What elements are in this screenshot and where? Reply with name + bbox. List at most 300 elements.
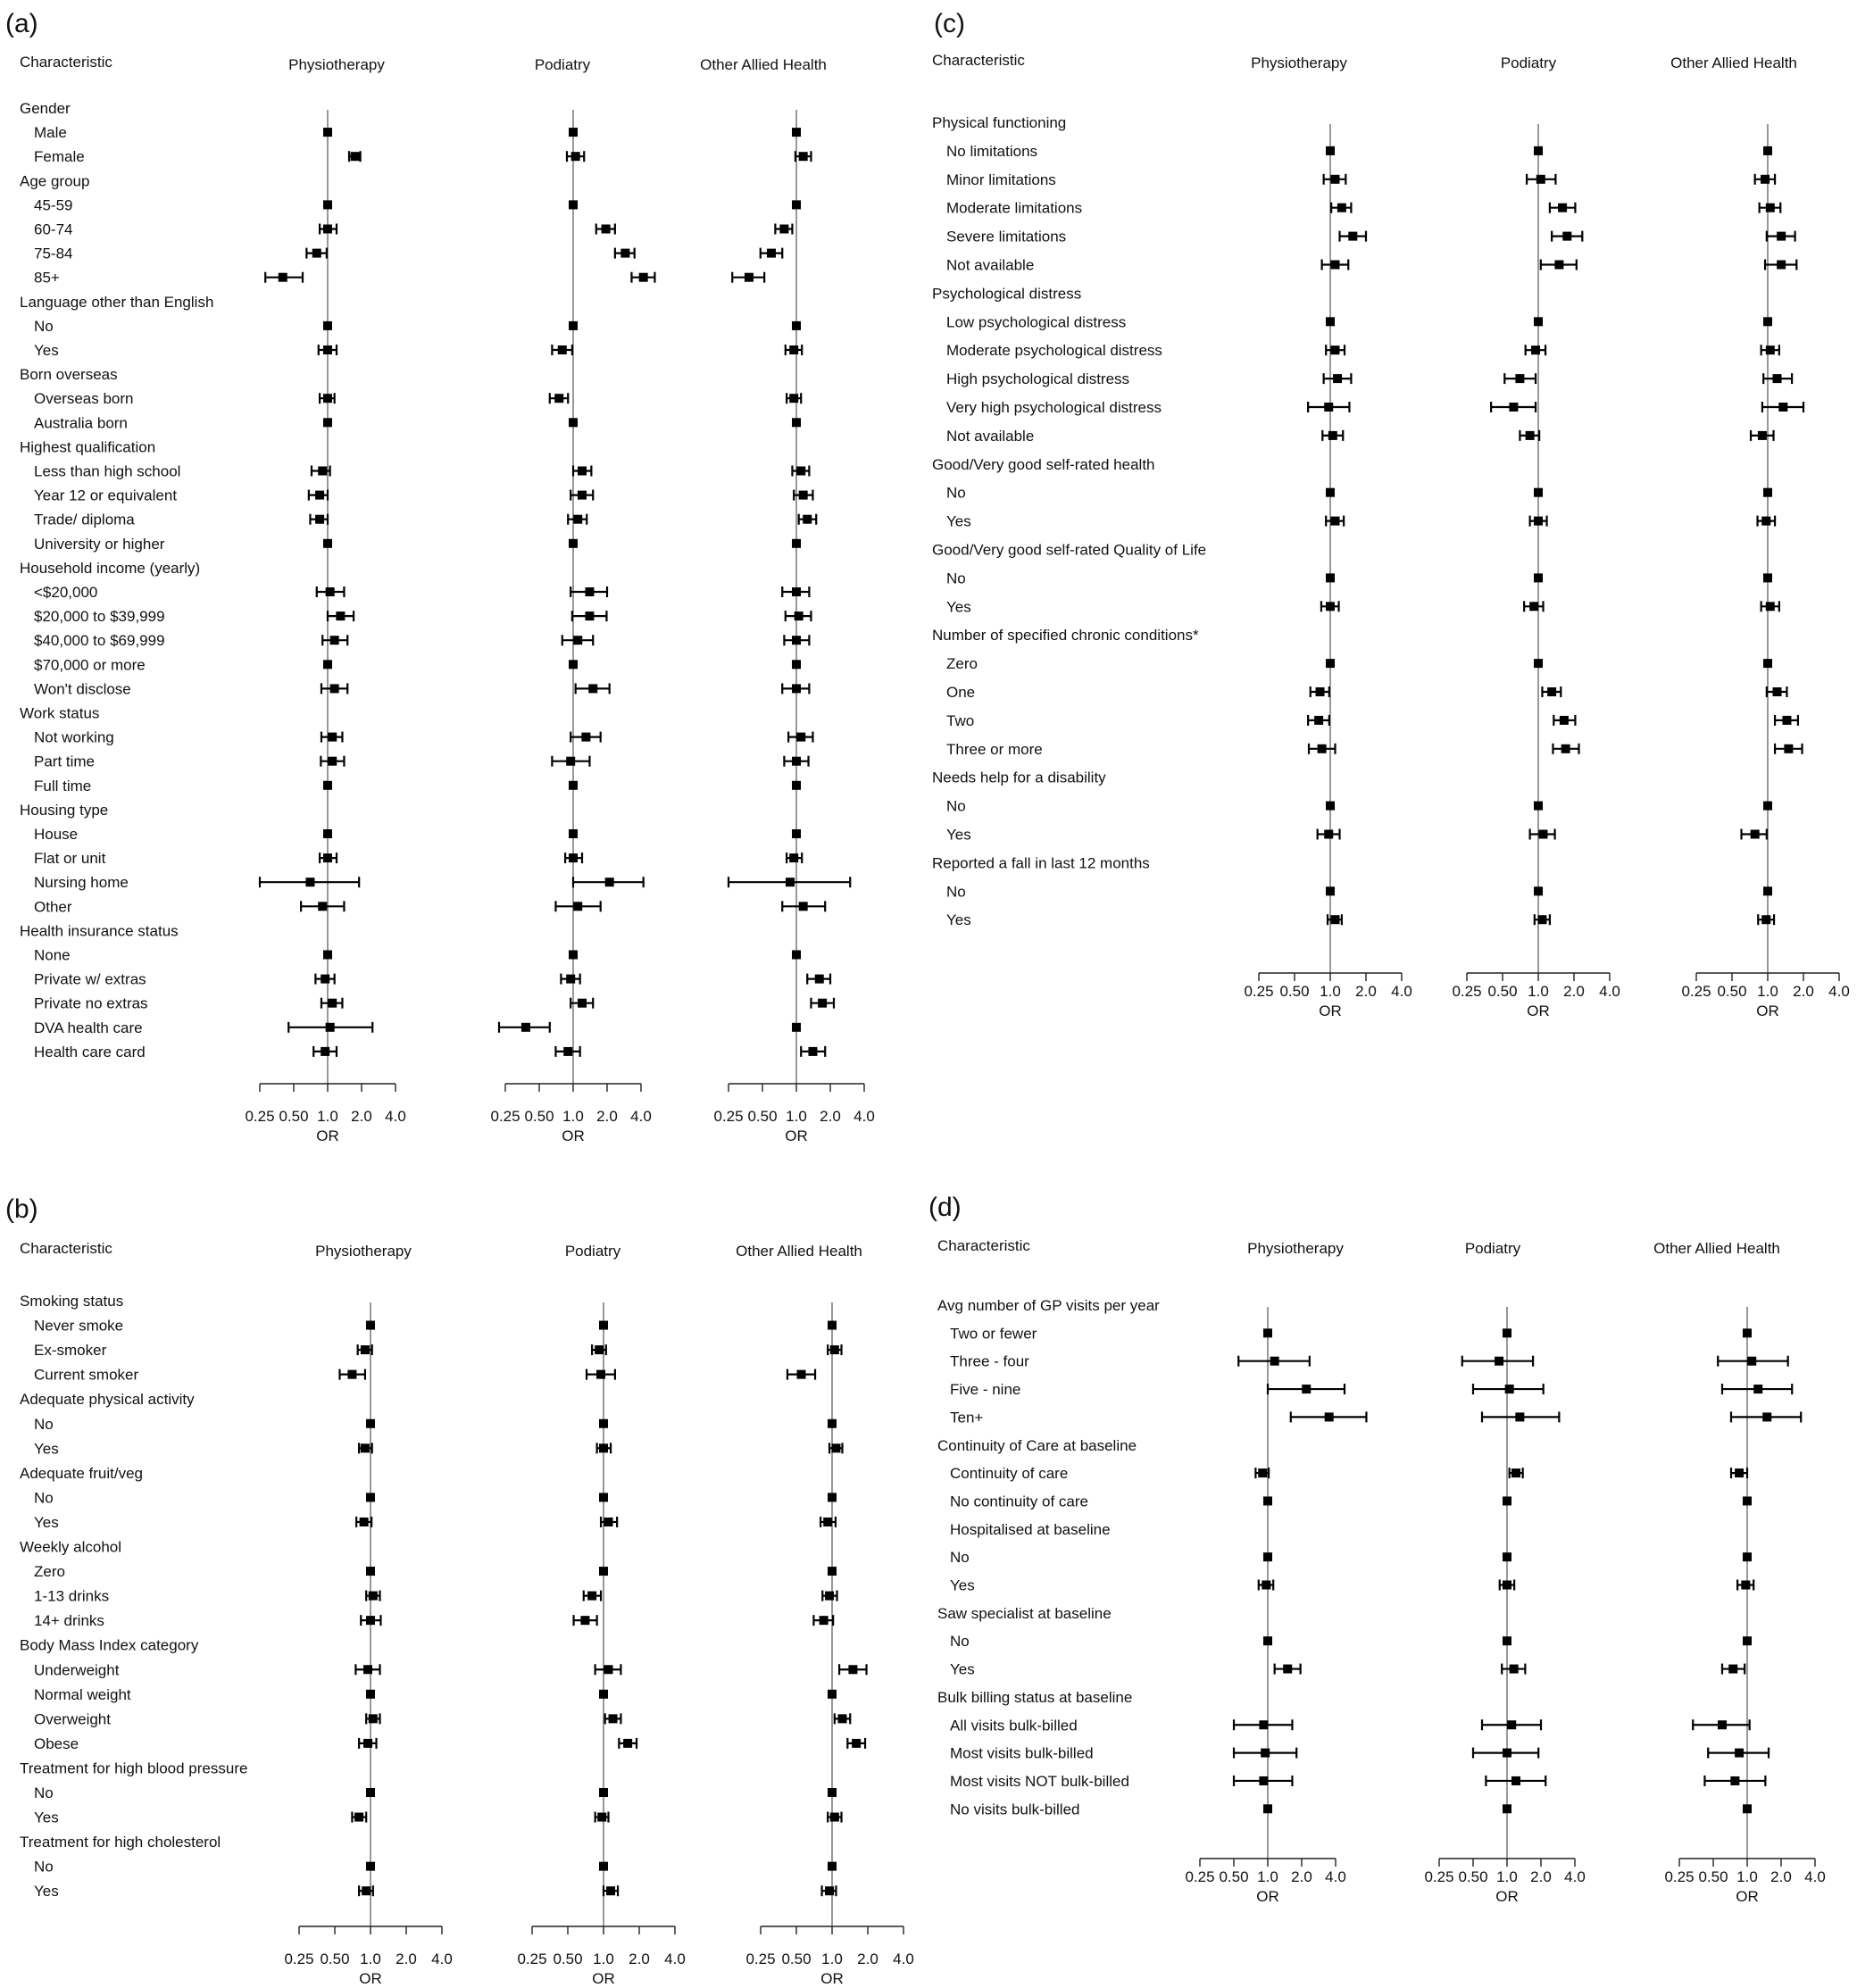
- point-estimate: [1761, 517, 1770, 526]
- point-estimate: [1261, 1749, 1270, 1758]
- row-label: Yes: [34, 1883, 59, 1901]
- point-estimate: [609, 1714, 618, 1723]
- group-label: Adequate fruit/veg: [20, 1464, 143, 1482]
- x-axis-label: OR: [1256, 1888, 1279, 1905]
- point-estimate: [1554, 261, 1563, 270]
- row-label: No: [34, 317, 54, 335]
- row-label: No limitations: [946, 142, 1038, 160]
- group-label: Adequate physical activity: [20, 1391, 195, 1409]
- row-label: Not working: [34, 728, 114, 746]
- point-estimate: [581, 733, 590, 742]
- row-label: No: [34, 1784, 54, 1801]
- point-estimate: [1782, 716, 1791, 725]
- point-estimate: [1314, 716, 1323, 725]
- row-label: 1-13 drinks: [34, 1587, 110, 1605]
- point-estimate: [604, 1665, 613, 1674]
- x-tick-label: 0.25: [1185, 1868, 1215, 1885]
- point-estimate: [792, 200, 801, 209]
- group-label: Household income (yearly): [20, 559, 201, 577]
- point-estimate: [563, 1047, 572, 1056]
- point-estimate: [366, 1567, 375, 1576]
- point-estimate: [588, 684, 597, 693]
- row-label: Moderate psychological distress: [946, 342, 1162, 360]
- point-estimate: [1510, 1665, 1519, 1674]
- point-estimate: [1766, 602, 1775, 611]
- point-estimate: [362, 1886, 371, 1895]
- point-estimate: [315, 515, 324, 524]
- point-estimate: [366, 1862, 375, 1871]
- group-label: Reported a fall in last 12 months: [932, 854, 1150, 872]
- point-estimate: [569, 200, 578, 209]
- x-tick-label: 2.0: [629, 1951, 650, 1967]
- panel-label-d: (d): [928, 1193, 962, 1222]
- point-estimate: [573, 636, 582, 645]
- row-label: Hospitalised at baseline: [950, 1520, 1111, 1538]
- point-estimate: [366, 1690, 375, 1699]
- point-estimate: [569, 781, 578, 790]
- group-label: Good/Very good self-rated Quality of Life: [932, 541, 1207, 559]
- x-tick-label: 0.50: [320, 1951, 350, 1967]
- point-estimate: [1784, 744, 1793, 753]
- point-estimate: [1318, 744, 1327, 753]
- point-estimate: [605, 878, 614, 886]
- point-estimate: [803, 515, 812, 524]
- point-estimate: [1751, 830, 1760, 839]
- row-label: Health care card: [34, 1043, 146, 1061]
- point-estimate: [323, 345, 332, 354]
- point-estimate: [521, 1023, 530, 1032]
- row-label: Continuity of care: [950, 1465, 1069, 1483]
- point-estimate: [1270, 1357, 1279, 1366]
- row-label: Female: [34, 148, 85, 166]
- point-estimate: [596, 1370, 605, 1379]
- point-estimate: [363, 1665, 372, 1674]
- point-estimate: [1511, 1776, 1520, 1785]
- x-tick-label: 2.0: [1563, 983, 1585, 1000]
- row-label: Very high psychological distress: [946, 399, 1162, 416]
- point-estimate: [1324, 830, 1333, 839]
- column-header-physiotherapy: Physiotherapy: [315, 1243, 412, 1260]
- x-tick-label: 1.0: [593, 1951, 614, 1967]
- point-estimate: [1761, 915, 1770, 924]
- row-label: Low psychological distress: [946, 313, 1127, 331]
- column-header-podiatry: Podiatry: [534, 56, 591, 73]
- point-estimate: [796, 467, 805, 476]
- point-estimate: [792, 587, 801, 596]
- point-estimate: [1763, 802, 1772, 811]
- row-label: Yes: [34, 1513, 59, 1531]
- point-estimate: [571, 152, 580, 161]
- column-header-physiotherapy: Physiotherapy: [1251, 54, 1347, 71]
- point-estimate: [595, 1345, 604, 1354]
- point-estimate: [786, 878, 795, 886]
- point-estimate: [1766, 204, 1775, 212]
- point-estimate: [323, 321, 332, 330]
- point-estimate: [573, 902, 582, 911]
- x-tick-label: 0.25: [517, 1951, 547, 1967]
- point-estimate: [1302, 1385, 1311, 1393]
- row-label: Yes: [950, 1576, 975, 1594]
- point-estimate: [792, 636, 801, 645]
- group-label: Needs help for a disability: [932, 769, 1106, 786]
- group-label: Age group: [20, 172, 90, 190]
- point-estimate: [323, 418, 332, 427]
- point-estimate: [792, 951, 801, 960]
- x-tick-label: 0.50: [1698, 1868, 1728, 1885]
- point-estimate: [792, 660, 801, 669]
- point-estimate: [828, 1493, 837, 1501]
- row-label: One: [946, 684, 976, 701]
- point-estimate: [1333, 374, 1342, 383]
- x-tick-label: 4.0: [664, 1951, 686, 1967]
- row-label: Yes: [946, 826, 971, 844]
- row-label: Yes: [34, 1440, 59, 1458]
- x-tick-label: 0.25: [713, 1108, 744, 1125]
- point-estimate: [1743, 1636, 1752, 1645]
- point-estimate: [1718, 1720, 1727, 1729]
- point-estimate: [602, 225, 611, 234]
- point-estimate: [1730, 1776, 1739, 1785]
- point-estimate: [1337, 204, 1346, 212]
- group-label: Saw specialist at baseline: [937, 1604, 1112, 1622]
- x-tick-label: 0.50: [553, 1951, 583, 1967]
- point-estimate: [1753, 1385, 1762, 1393]
- point-estimate: [792, 684, 801, 693]
- point-estimate: [1534, 886, 1543, 895]
- row-label: All visits bulk-billed: [950, 1717, 1078, 1734]
- row-label: $40,000 to $69,999: [34, 632, 165, 650]
- x-tick-label: 2.0: [1291, 1868, 1312, 1885]
- point-estimate: [606, 1886, 615, 1895]
- point-estimate: [1777, 232, 1786, 241]
- row-label: No continuity of care: [950, 1493, 1088, 1510]
- point-estimate: [558, 345, 567, 354]
- point-estimate: [361, 1443, 370, 1452]
- point-estimate: [1728, 1665, 1737, 1674]
- row-label: No: [34, 1415, 54, 1433]
- row-label: Other: [34, 898, 72, 916]
- point-estimate: [820, 1616, 829, 1625]
- row-label: 60-74: [34, 220, 73, 238]
- row-label: Nursing home: [34, 874, 129, 892]
- point-estimate: [326, 587, 335, 596]
- point-estimate: [323, 200, 332, 209]
- group-label: Smoking status: [20, 1293, 124, 1310]
- column-header-podiatry: Podiatry: [1500, 54, 1557, 71]
- row-label: Current smoker: [34, 1366, 139, 1384]
- point-estimate: [323, 225, 332, 234]
- point-estimate: [828, 1690, 837, 1699]
- point-estimate: [569, 539, 578, 548]
- point-estimate: [1331, 175, 1340, 184]
- point-estimate: [1511, 1468, 1520, 1477]
- point-estimate: [1539, 830, 1548, 839]
- point-estimate: [566, 975, 575, 984]
- point-estimate: [1761, 175, 1770, 184]
- x-tick-label: 0.50: [1219, 1868, 1249, 1885]
- point-estimate: [799, 902, 808, 911]
- group-label: Body Mass Index category: [20, 1636, 199, 1654]
- point-estimate: [366, 1788, 375, 1797]
- x-tick-label: 2.0: [1530, 1868, 1552, 1885]
- x-tick-label: 0.25: [1424, 1868, 1454, 1885]
- point-estimate: [1503, 1581, 1511, 1590]
- point-estimate: [318, 902, 327, 911]
- point-estimate: [1534, 146, 1543, 155]
- point-estimate: [569, 660, 578, 669]
- x-axis-label: OR: [1495, 1888, 1519, 1905]
- point-estimate: [830, 1813, 839, 1822]
- x-tick-label: 2.0: [351, 1108, 372, 1125]
- point-estimate: [1763, 573, 1772, 582]
- column-header-other-allied-health: Other Allied Health: [700, 56, 827, 73]
- point-estimate: [599, 1862, 608, 1871]
- point-estimate: [831, 1443, 840, 1452]
- row-label: No: [950, 1549, 970, 1567]
- group-label: Bulk billing status at baseline: [937, 1688, 1133, 1706]
- point-estimate: [323, 829, 332, 838]
- point-estimate: [623, 1739, 632, 1748]
- point-estimate: [569, 418, 578, 427]
- x-tick-label: 4.0: [1599, 983, 1620, 1000]
- row-label: Three or more: [946, 740, 1043, 758]
- row-label: House: [34, 826, 79, 843]
- panel-label-c: (c): [934, 9, 965, 38]
- group-label: Language other than English: [20, 293, 214, 311]
- point-estimate: [279, 273, 287, 282]
- point-estimate: [328, 999, 337, 1008]
- row-label: Obese: [34, 1734, 79, 1752]
- point-estimate: [1763, 886, 1772, 895]
- point-estimate: [1331, 517, 1340, 526]
- point-estimate: [599, 1419, 608, 1428]
- row-label: Trade/ diploma: [34, 511, 135, 528]
- point-estimate: [361, 1345, 370, 1354]
- row-label: Most visits bulk-billed: [950, 1744, 1094, 1762]
- point-estimate: [1324, 403, 1333, 412]
- point-estimate: [792, 1023, 801, 1032]
- point-estimate: [326, 1023, 335, 1032]
- x-tick-label: 4.0: [431, 1951, 453, 1967]
- characteristic-header: Characteristic: [937, 1237, 1030, 1254]
- group-label: Health insurance status: [20, 922, 179, 940]
- row-label: No: [950, 1633, 970, 1651]
- x-axis-label: OR: [562, 1127, 585, 1144]
- point-estimate: [1503, 1552, 1511, 1561]
- point-estimate: [323, 781, 332, 790]
- row-label: None: [34, 946, 71, 964]
- point-estimate: [599, 1321, 608, 1330]
- point-estimate: [789, 853, 798, 862]
- point-estimate: [792, 757, 801, 766]
- x-tick-label: 0.50: [781, 1951, 812, 1967]
- point-estimate: [585, 611, 594, 620]
- x-tick-label: 4.0: [1564, 1868, 1586, 1885]
- group-label: Avg number of GP visits per year: [937, 1297, 1160, 1314]
- point-estimate: [828, 1862, 837, 1871]
- column-header-other-allied-health: Other Allied Health: [1653, 1240, 1780, 1257]
- point-estimate: [639, 273, 648, 282]
- row-label: Most visits NOT bulk-billed: [950, 1772, 1129, 1790]
- row-label: 75-84: [34, 245, 73, 262]
- point-estimate: [837, 1714, 846, 1723]
- point-estimate: [1778, 403, 1787, 412]
- point-estimate: [1529, 602, 1538, 611]
- group-label: Physical functioning: [932, 114, 1067, 131]
- point-estimate: [828, 1321, 837, 1330]
- x-tick-label: 4.0: [854, 1108, 875, 1125]
- point-estimate: [1326, 317, 1335, 326]
- point-estimate: [1534, 317, 1543, 326]
- point-estimate: [1263, 1496, 1272, 1505]
- point-estimate: [1758, 431, 1767, 440]
- row-label: Five - nine: [950, 1381, 1021, 1399]
- point-estimate: [1263, 1804, 1272, 1813]
- point-estimate: [323, 539, 332, 548]
- row-label: Private w/ extras: [34, 970, 146, 988]
- row-label: Not available: [946, 427, 1035, 445]
- point-estimate: [1348, 232, 1357, 241]
- point-estimate: [360, 1518, 369, 1526]
- point-estimate: [818, 999, 827, 1008]
- point-estimate: [569, 853, 578, 862]
- point-estimate: [321, 1047, 329, 1056]
- point-estimate: [1743, 1804, 1752, 1813]
- x-tick-label: 4.0: [1391, 983, 1412, 1000]
- point-estimate: [828, 1567, 837, 1576]
- point-estimate: [599, 1690, 608, 1699]
- x-tick-label: 0.25: [1244, 983, 1274, 1000]
- point-estimate: [1531, 345, 1540, 354]
- point-estimate: [795, 611, 804, 620]
- point-estimate: [1743, 1496, 1752, 1505]
- point-estimate: [569, 829, 578, 838]
- row-label: $70,000 or more: [34, 656, 146, 674]
- row-label: Yes: [34, 342, 59, 359]
- row-label: Yes: [34, 1809, 59, 1826]
- point-estimate: [1534, 802, 1543, 811]
- x-tick-label: 2.0: [596, 1108, 618, 1125]
- point-estimate: [789, 345, 798, 354]
- row-label: Yes: [950, 1660, 975, 1678]
- x-tick-label: 1.0: [1528, 983, 1549, 1000]
- row-label: Underweight: [34, 1661, 120, 1679]
- x-tick-label: 1.0: [360, 1951, 381, 1967]
- point-estimate: [789, 394, 798, 403]
- point-estimate: [1534, 659, 1543, 668]
- point-estimate: [597, 1813, 606, 1822]
- row-label: Yes: [946, 512, 971, 530]
- point-estimate: [1762, 1412, 1771, 1421]
- point-estimate: [815, 975, 824, 984]
- x-tick-label: 1.0: [821, 1951, 843, 1967]
- point-estimate: [305, 878, 314, 886]
- point-estimate: [587, 1592, 596, 1601]
- point-estimate: [604, 1518, 613, 1526]
- x-axis-label: OR: [359, 1970, 382, 1987]
- point-estimate: [1743, 1552, 1752, 1561]
- point-estimate: [1326, 659, 1335, 668]
- x-tick-label: 4.0: [1804, 1868, 1826, 1885]
- row-label: Part time: [34, 753, 96, 770]
- x-axis-label: OR: [592, 1970, 615, 1987]
- point-estimate: [1526, 431, 1535, 440]
- point-estimate: [1534, 573, 1543, 582]
- point-estimate: [1331, 261, 1340, 270]
- row-label: 45-59: [34, 196, 73, 214]
- row-label: Less than high school: [34, 462, 181, 480]
- point-estimate: [573, 515, 582, 524]
- point-estimate: [792, 829, 801, 838]
- point-estimate: [369, 1714, 378, 1723]
- characteristic-header: Characteristic: [20, 1240, 112, 1257]
- x-tick-label: 4.0: [1325, 1868, 1346, 1885]
- x-axis-label: OR: [820, 1970, 844, 1987]
- row-label: No: [946, 797, 966, 815]
- point-estimate: [312, 249, 321, 258]
- column-header-physiotherapy: Physiotherapy: [288, 56, 385, 73]
- point-estimate: [354, 1813, 363, 1822]
- row-label: Moderate limitations: [946, 199, 1083, 217]
- row-label: Yes: [946, 598, 971, 616]
- point-estimate: [852, 1739, 861, 1748]
- point-estimate: [828, 1419, 837, 1428]
- point-estimate: [1326, 602, 1335, 611]
- point-estimate: [1325, 1412, 1334, 1421]
- x-tick-label: 1.0: [1736, 1868, 1758, 1885]
- point-estimate: [620, 249, 629, 258]
- x-tick-label: 0.25: [245, 1108, 275, 1125]
- row-label: No: [946, 570, 966, 587]
- group-label: Work status: [20, 704, 100, 722]
- point-estimate: [366, 1616, 375, 1625]
- point-estimate: [369, 1592, 378, 1601]
- point-estimate: [779, 225, 788, 234]
- x-tick-label: 0.25: [745, 1951, 776, 1967]
- column-header-podiatry: Podiatry: [1464, 1240, 1521, 1257]
- point-estimate: [745, 273, 754, 282]
- row-label: Private no extras: [34, 994, 148, 1012]
- x-tick-label: 1.0: [786, 1108, 807, 1125]
- point-estimate: [1547, 687, 1556, 696]
- x-tick-label: 1.0: [1496, 1868, 1518, 1885]
- point-estimate: [1741, 1581, 1750, 1590]
- x-axis-label: OR: [785, 1127, 808, 1144]
- point-estimate: [1505, 1385, 1514, 1393]
- group-label: Good/Very good self-rated health: [932, 455, 1155, 473]
- point-estimate: [1326, 802, 1335, 811]
- x-tick-label: 0.25: [490, 1108, 520, 1125]
- point-estimate: [323, 951, 332, 960]
- x-tick-label: 1.0: [1320, 983, 1341, 1000]
- x-tick-label: 0.50: [524, 1108, 554, 1125]
- row-label: High psychological distress: [946, 370, 1130, 388]
- point-estimate: [792, 128, 801, 137]
- x-tick-label: 4.0: [1828, 983, 1850, 1000]
- point-estimate: [578, 467, 587, 476]
- point-estimate: [792, 539, 801, 548]
- point-estimate: [578, 491, 587, 500]
- row-label: Overweight: [34, 1710, 111, 1728]
- row-label: Full time: [34, 777, 92, 794]
- column-header-physiotherapy: Physiotherapy: [1247, 1240, 1344, 1257]
- point-estimate: [792, 321, 801, 330]
- point-estimate: [1763, 659, 1772, 668]
- x-tick-label: 0.25: [1664, 1868, 1695, 1885]
- point-estimate: [366, 1321, 375, 1330]
- x-tick-label: 0.25: [284, 1951, 314, 1967]
- row-label: No: [946, 883, 966, 901]
